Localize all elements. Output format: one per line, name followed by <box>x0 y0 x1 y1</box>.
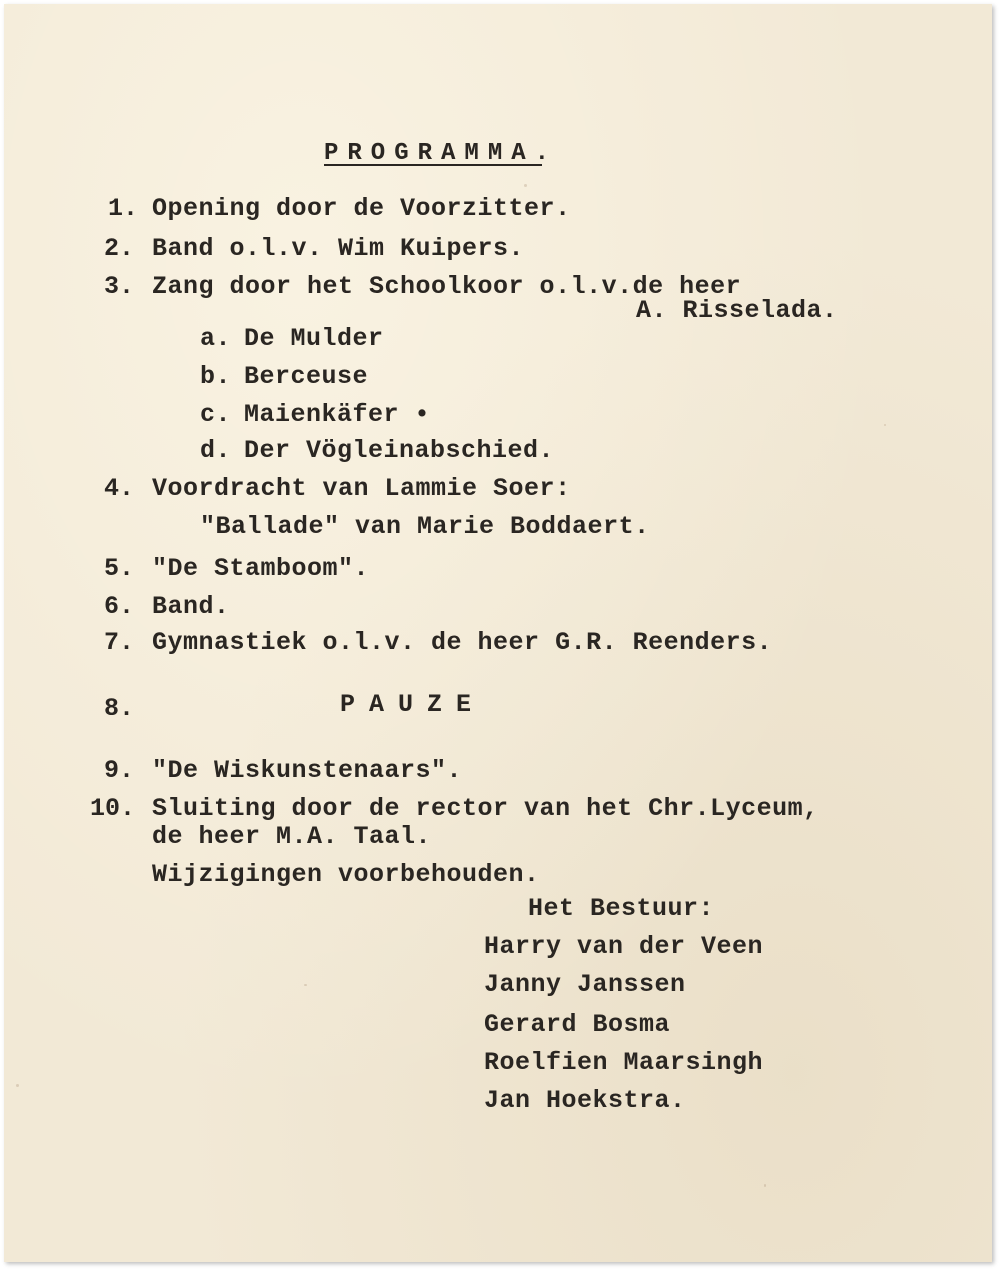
item-text-5: "De Stamboom". <box>152 554 370 583</box>
board-member: Gerard Bosma <box>484 1010 671 1039</box>
paper-speck <box>304 984 307 986</box>
pause-label: PAUZE <box>340 690 486 719</box>
item-text-7: Gymnastiek o.l.v. de heer G.R. Reenders. <box>152 628 773 657</box>
subitem-letter-d: d. <box>200 436 232 465</box>
item-number-4: 4. <box>104 474 135 503</box>
paper-speck <box>764 1184 766 1187</box>
item-continuation-4: "Ballade" van Marie Boddaert. <box>200 512 650 541</box>
subitem-letter-c: c. <box>200 400 232 429</box>
subitem-letter-a: a. <box>200 324 232 353</box>
subitem-text-d: Der Vögleinabschied. <box>244 436 555 465</box>
item-number-2: 2. <box>104 234 135 263</box>
subitem-text-c: Maienkäfer • <box>244 400 431 429</box>
subitem-text-b: Berceuse <box>244 362 369 391</box>
item-text-9: "De Wiskunstenaars". <box>152 756 463 785</box>
item-number-9: 9. <box>104 756 135 785</box>
board-member: Roelfien Maarsingh <box>484 1048 764 1077</box>
subitem-text-a: De Mulder <box>244 324 384 353</box>
item-text-10: Sluiting door de rector van het Chr.Lyceum, <box>152 794 819 823</box>
item-continuation-3: A. Risselada. <box>636 296 838 325</box>
changes-note: Wijzigingen voorbehouden. <box>152 860 540 889</box>
item-number-6: 6. <box>104 592 135 621</box>
board-member: Jan Hoekstra. <box>484 1086 686 1115</box>
item-text-2: Band o.l.v. Wim Kuipers. <box>152 234 525 263</box>
paper-speck <box>16 1084 19 1087</box>
item-number-8: 8. <box>104 694 135 723</box>
paper-speck <box>884 424 886 426</box>
item-text-3: Zang door het Schoolkoor o.l.v.de heer <box>152 272 742 301</box>
item-continuation-10: de heer M.A. Taal. <box>152 822 432 851</box>
item-number-5: 5. <box>104 554 135 583</box>
board-member: Janny Janssen <box>484 970 686 999</box>
item-text-4: Voordracht van Lammie Soer: <box>152 474 571 503</box>
item-number-3: 3. <box>104 272 135 301</box>
item-number-1: 1. <box>108 194 139 223</box>
paper-sheet <box>4 4 992 1262</box>
item-text-6: Band. <box>152 592 230 621</box>
subitem-letter-b: b. <box>200 362 232 391</box>
board-member: Harry van der Veen <box>484 932 764 961</box>
item-number-10: 10. <box>90 794 136 823</box>
paper-speck <box>524 184 527 187</box>
item-text-1: Opening door de Voorzitter. <box>152 194 571 223</box>
document-title: PROGRAMMA. <box>324 140 559 167</box>
item-number-7: 7. <box>104 628 135 657</box>
board-heading: Het Bestuur: <box>528 894 715 923</box>
